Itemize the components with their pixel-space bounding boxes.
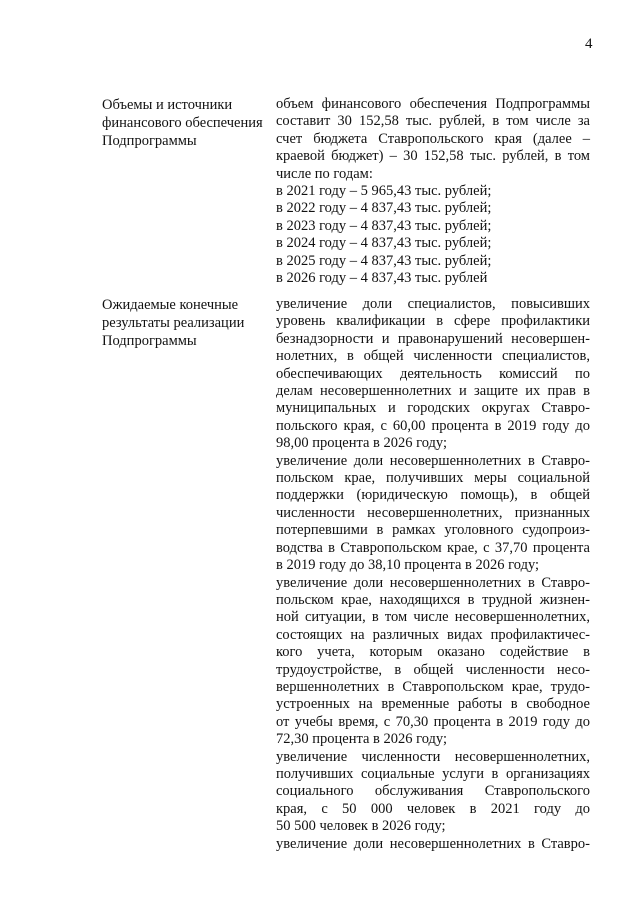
text-line: края, с 50 000 человек в 2021 году до [276,800,590,817]
section-label-line: финансового обеспечения [102,115,263,131]
text-line: 98,00 процента в 2026 году; [276,435,448,452]
text-line: увеличение доли несовершеннолетних в Ставро- [276,835,590,852]
section-label-line: Подпрограммы [102,133,197,149]
text-line: в 2026 году – 4 837,43 тыс. рублей [276,270,488,287]
section-label-line: Ожидаемые конечные [102,297,239,313]
text-line: увеличение численности несовершеннолетних, [276,748,590,765]
financing-section-label [102,96,272,150]
text-line: водства в Ставропольском крае, с 37,70 процента [276,539,590,556]
text-line: составит 30 152,58 тыс. рублей, в том числе за [276,113,590,130]
text-line: в 2021 году – 5 965,43 тыс. рублей; [276,183,492,200]
text-line: в 2024 году – 4 837,43 тыс. рублей; [276,235,492,252]
text-line: вершеннолетних в Ставропольском крае, трудо- [276,678,590,695]
text-line: в 2023 году – 4 837,43 тыс. рублей; [276,217,492,234]
text-line: от учебы время, с 70,30 процента в 2019 году до [276,713,590,730]
text-line: в 2019 году до 38,10 процента в 2026 году; [276,557,540,574]
text-line: делам несовершеннолетних и защите их прав в [276,383,590,400]
text-line: увеличение доли несовершеннолетних в Ставро- [276,574,590,591]
text-line: обеспечивающих деятельность комиссий по [276,365,590,382]
section-label-line: Объемы и источники [102,97,233,113]
text-line: польского края, с 60,00 процента в 2019 году до [276,417,590,434]
section-label-line: Подпрограммы [102,333,197,349]
text-line: счет бюджета Ставропольского края (далее – [276,130,590,147]
text-line: числе по годам: [276,165,373,182]
text-line: кого учета, которым оказано содействие в [276,644,590,661]
text-line: численности несовершеннолетних, признанных [276,504,590,521]
text-line: увеличение доли специалистов, повысивших [276,296,590,312]
page-number: 4 [585,36,593,52]
text-line: увеличение доли несовершеннолетних в Ставро- [276,452,590,469]
text-line: трудоустройстве, в общей численности несо- [276,661,590,678]
text-line: устроенных на временные работы в свободное [276,696,590,713]
section-label-line: результаты реализации [102,315,245,331]
text-line: поддержки (юридическую помощь), в общей [276,487,590,504]
text-line: польском крае, находящихся в трудной жизнен- [276,591,590,608]
text-line: социального обслуживания Ставропольского [276,783,590,800]
financing-section-text [276,96,590,287]
text-line: получивших социальные услуги в организациях [276,765,590,782]
expected-results-section-text [276,296,590,853]
text-line: польском крае, получивших меры социальной [276,470,590,487]
text-line: объем финансового обеспечения Подпрограммы [276,96,590,112]
text-line: 72,30 процента в 2026 году; [276,731,448,748]
text-line: состоящих на различных видах профилактичес- [276,626,590,643]
text-line: ной ситуации, в том числе несовершеннолетних, [276,609,590,626]
text-line: краевой бюджет) – 30 152,58 тыс. рублей, в том [276,148,590,165]
text-line: в 2022 году – 4 837,43 тыс. рублей; [276,200,492,217]
text-line: 50 500 человек в 2026 году; [276,818,446,835]
text-line: нолетних, в общей численности специалистов, [276,348,590,365]
text-line: потерпевшими в рамках уголовного судопроиз- [276,522,590,539]
text-line: муниципальных и городских округах Ставро- [276,400,590,417]
text-line: безнадзорности и правонарушений несовершен- [276,330,590,347]
expected-results-section-label [102,296,272,350]
text-line: в 2025 году – 4 837,43 тыс. рублей; [276,252,492,269]
text-line: уровень квалификации в сфере профилактики [276,313,590,330]
